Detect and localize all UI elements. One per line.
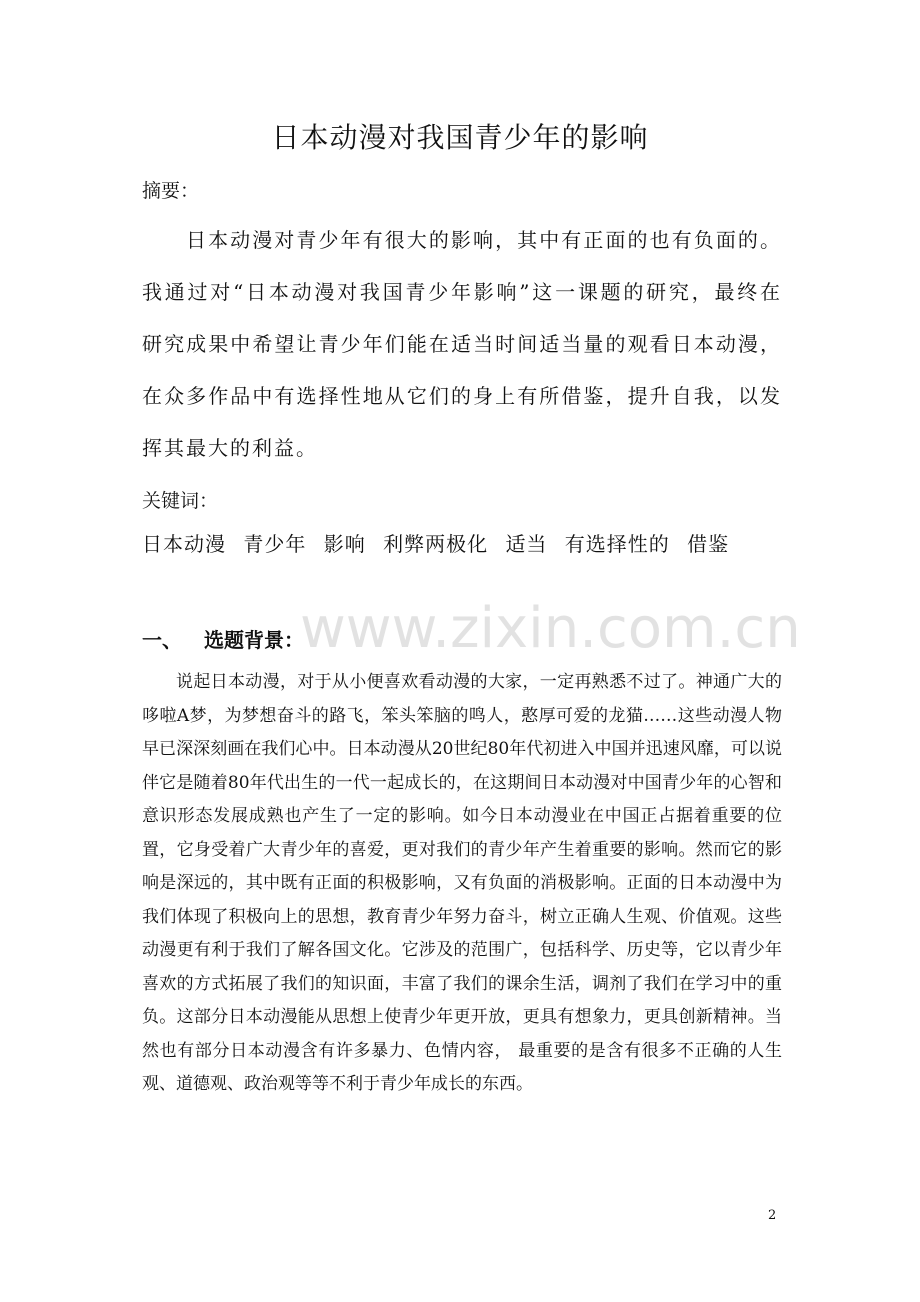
keyword: 影响 <box>323 532 366 556</box>
section-body-text: 说起日本动漫，对于从小便喜欢看动漫的大家，一定再熟悉不过了。神通广大的哆啦A梦，为梦想奋斗的路飞，笨头笨脑的鸣人，憨厚可爱的龙猫……这些动漫人物早已深深刻画在我们心中。日本动漫从20世纪80年代初进入中国并迅速风靡，可以说伴它是随着80年代出生的一代一起成长的，在这期间日本动漫对中国青少年的心智和意识形态发展成熟也产生了一定的影响。如今日本动漫业在中国正占据着重要的位置，它身受着广大青少年的喜爱，更对我们的青少年产生着重要的影响。然而它的影响是深远的，其中既有正面的积极影响，又有负面的消极影响。正面的日本动漫中为我们体现了积极向上的思想，教育青少年努力奋斗，树立正确人生观、价值观。这些动漫更有利于我们了解各国文化。它涉及的范围广，包括科学、历史等，它以青少年喜欢的方式拓展了我们的知识面，丰富了我们的课余生活，调剂了我们在学习中的重负。这部分日本动漫能从思想上使青少年更开放，更具有想象力，更具创新精神。当然也有部分日本动漫含有许多暴力、色情内容， 最重要的是含有很多不正确的人生观、道德观、政治观等等不利于青少年成长的东西。 <box>142 672 782 1094</box>
keywords-label: 关键词： <box>142 490 219 512</box>
keywords-list <box>142 528 739 557</box>
keyword: 有选择性的 <box>564 532 670 556</box>
keyword: 日本动漫 <box>142 532 226 556</box>
keyword: 青少年 <box>243 532 307 556</box>
section-title: 选题背景： <box>204 628 304 652</box>
abstract-label: 摘要： <box>142 180 200 202</box>
watermark: www.zixin.com.cn <box>300 596 801 661</box>
keyword: 适当 <box>505 532 548 556</box>
keyword: 借鉴 <box>687 532 730 556</box>
section-heading <box>142 624 304 653</box>
abstract-text: 日本动漫对青少年有很大的影响，其中有正面的也有负面的。我通过对“日本动漫对我国青少年影响”这一课题的研究，最终在研究成果中希望让青少年们能在适当时间适当量的观看日本动漫，在众多作品中有选择性地从它们的身上有所借鉴，提升自我，以发挥其最大的利益。 <box>142 228 782 460</box>
keyword: 利弊两极化 <box>383 532 489 556</box>
section-number: 一、 <box>142 628 182 652</box>
document-title: 日本动漫对我国青少年的影响 <box>271 121 649 154</box>
page-number: 2 <box>768 1208 777 1223</box>
